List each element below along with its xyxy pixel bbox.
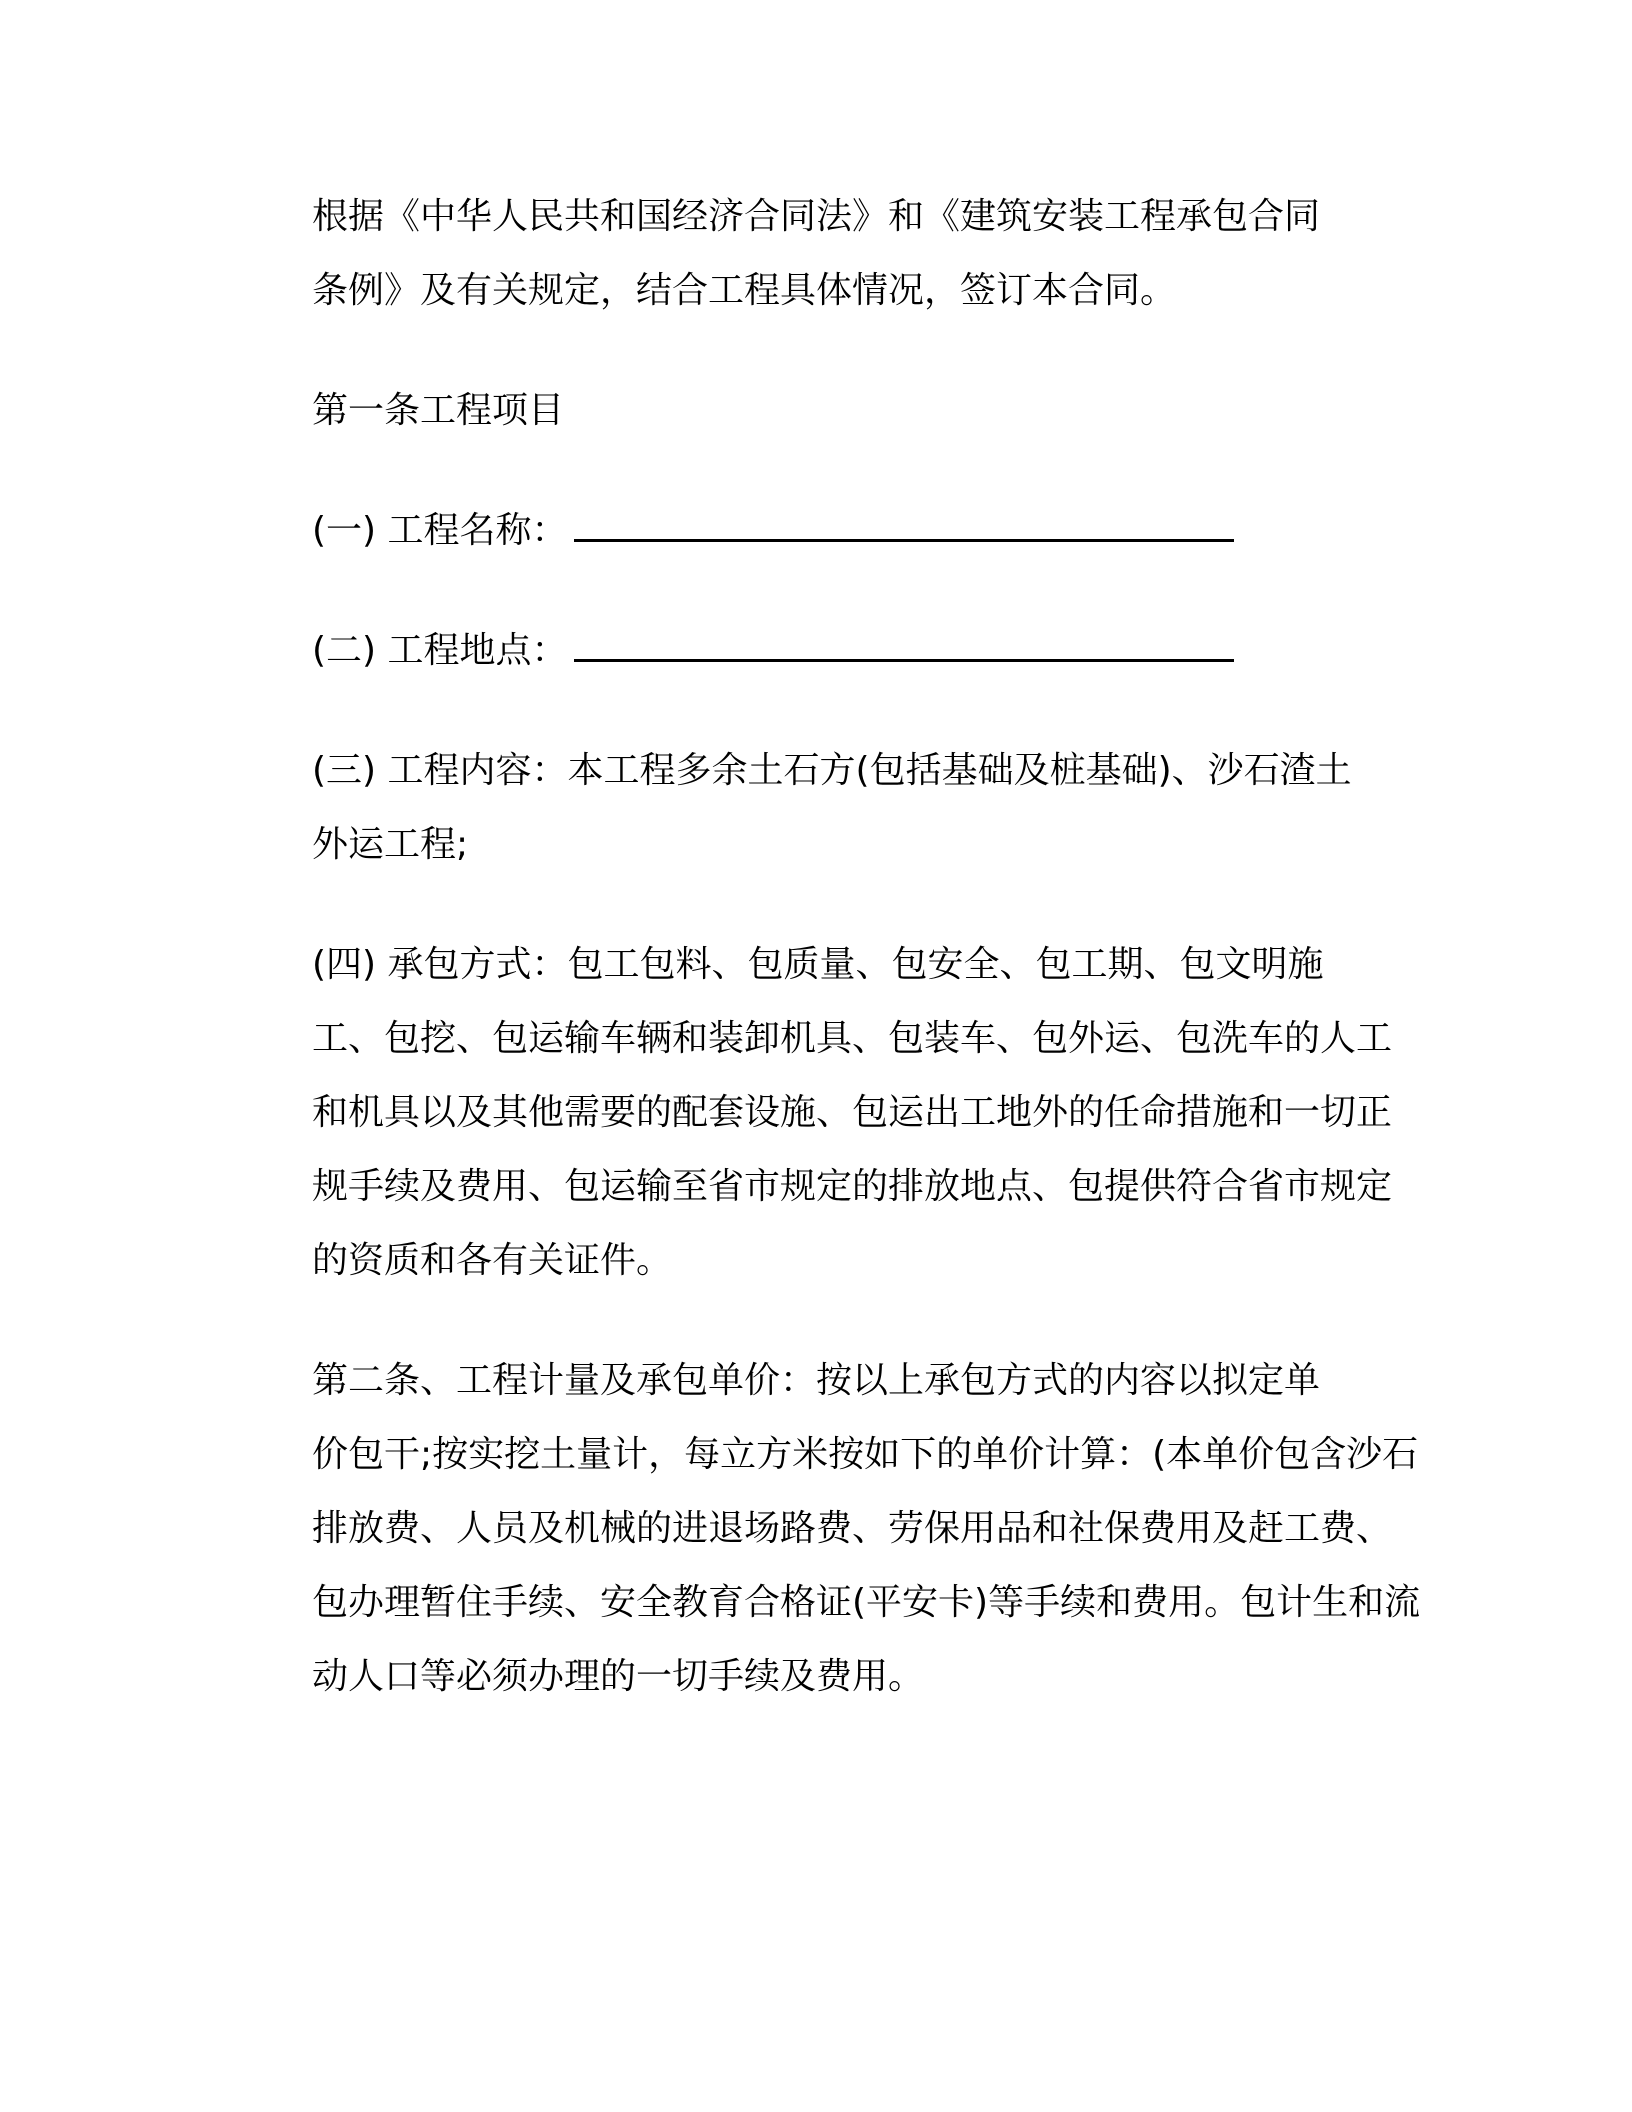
text-line: 的资质和各有关证件。 [312,1240,673,1281]
heading-text: 第一条工程项目 [312,390,565,431]
text-line: 条例》及有关规定，结合工程具体情况，签订本合同。 [312,270,1177,311]
item-line [238,494,1378,568]
item-contract-method [238,928,1393,1298]
text-line: 包办理暂住手续、安全教育合格证(平安卡)等手续和费用。包计生和流 [312,1582,1421,1623]
item-line [238,614,1378,688]
text-line: (三) 工程内容：本工程多余土石方(包括基础及桩基础)、沙石渣土 [312,750,1352,791]
text-line: 动人口等必须办理的一切手续及费用。 [312,1656,925,1697]
text-line: 价包干;按实挖土量计，每立方米按如下的单价计算：(本单价包含沙石 [312,1434,1419,1475]
intro-paragraph [238,180,1378,328]
contract-body [238,180,1421,1760]
fill-in-blank [574,509,1234,542]
item-label: (一) 工程名称： [312,510,568,551]
text-line: 工、包挖、包运输车辆和装卸机具、包装车、包外运、包洗车的人工 [312,1018,1393,1059]
item-project-content [238,734,1378,882]
text-line: 外运工程; [312,824,469,865]
item-label: (二) 工程地点： [312,630,568,671]
article-1-heading [238,374,1378,448]
item-project-location [238,614,1378,688]
text-line: 第二条、工程计量及承包单价：按以上承包方式的内容以拟定单 [312,1360,1321,1401]
text-line: 规手续及费用、包运输至省市规定的排放地点、包提供符合省市规定 [312,1166,1393,1207]
text-line: (四) 承包方式：包工包料、包质量、包安全、包工期、包文明施 [312,944,1324,985]
text-line: 排放费、人员及机械的进退场路费、劳保用品和社保费用及赶工费、 [312,1508,1393,1549]
article-2-paragraph [238,1344,1421,1714]
text-line: 根据《中华人民共和国经济合同法》和《建筑安装工程承包合同 [312,196,1321,237]
fill-in-blank [574,629,1234,662]
text-line: 和机具以及其他需要的配套设施、包运出工地外的任命措施和一切正 [312,1092,1393,1133]
item-project-name [238,494,1378,568]
